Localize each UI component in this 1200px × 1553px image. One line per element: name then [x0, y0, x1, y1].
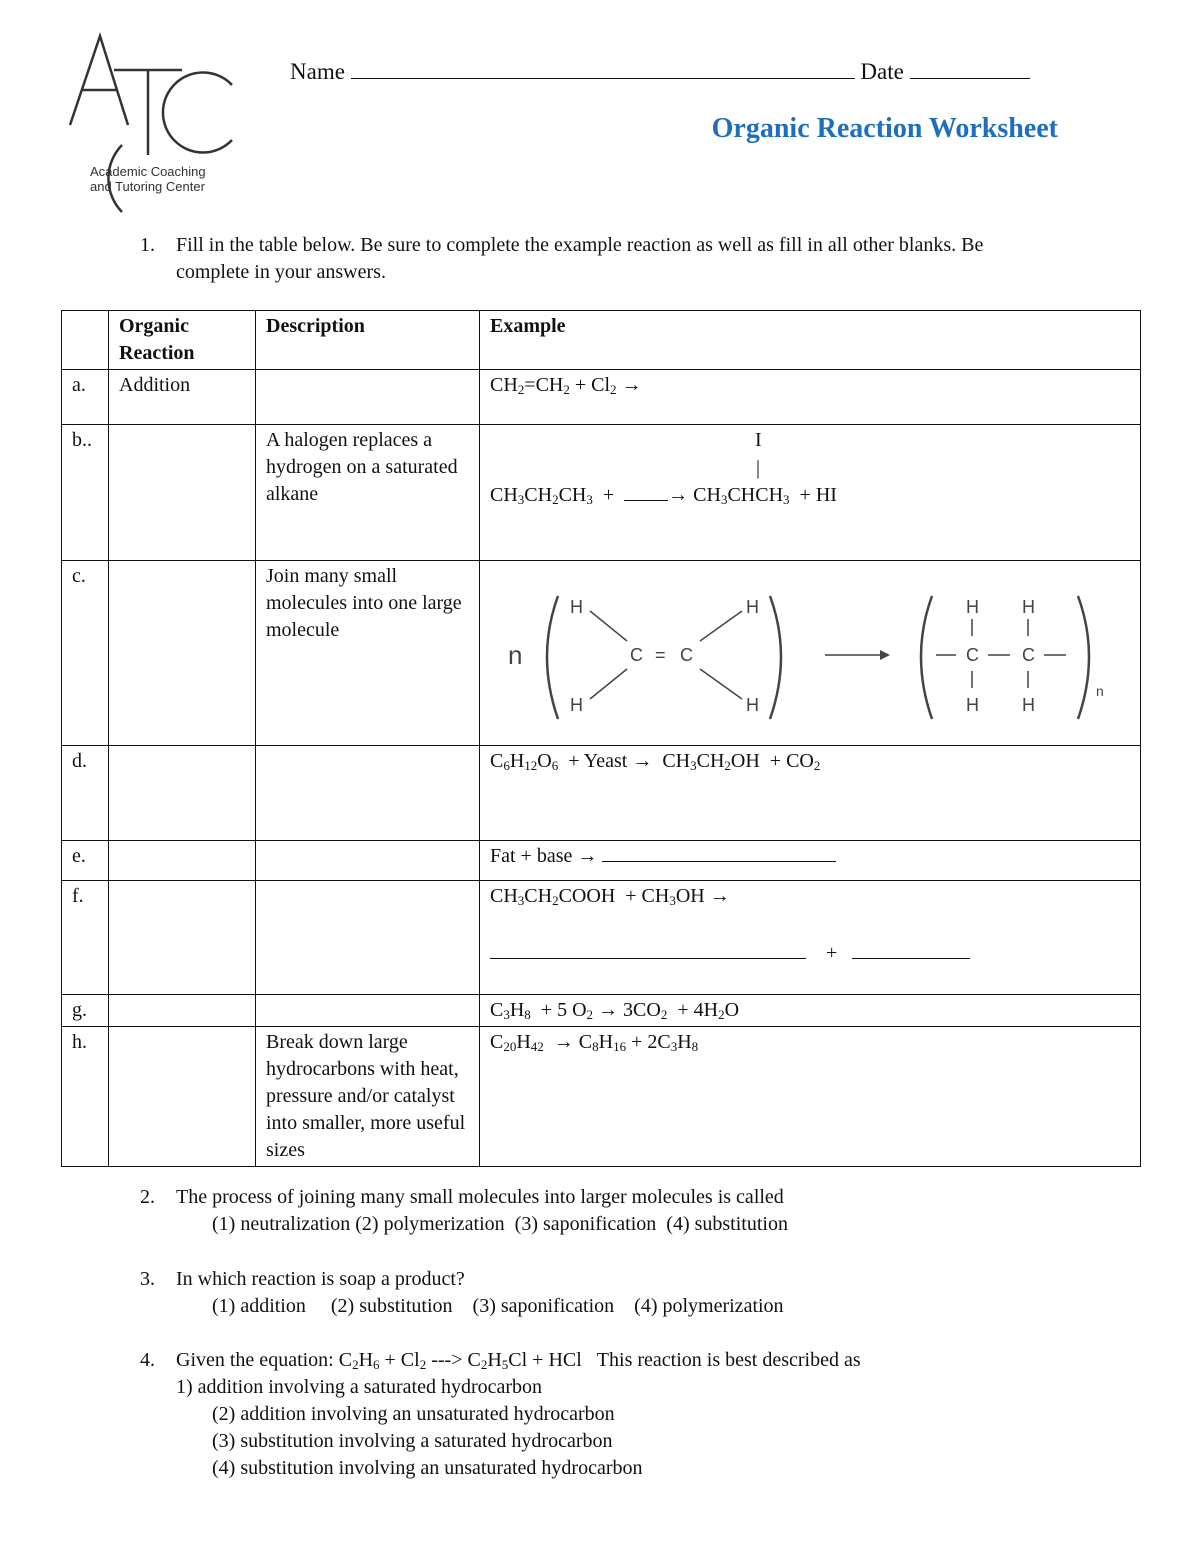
h-atom: H	[746, 695, 759, 715]
row-label: b..	[62, 425, 109, 561]
question-number: 2.	[140, 1186, 155, 1208]
row-example: $CH_2=CH_2 + Cl_2$ →	[480, 370, 1141, 425]
row-description[interactable]	[256, 995, 480, 1027]
row-reaction[interactable]	[109, 1027, 256, 1167]
product-blank[interactable]	[852, 942, 970, 959]
question-intro: This reaction is best described as	[596, 1349, 861, 1371]
header-label	[62, 311, 109, 370]
question-3	[140, 1266, 1100, 1320]
question-number: 1.	[140, 234, 155, 256]
row-reaction[interactable]	[109, 881, 256, 995]
header-description: Description	[256, 311, 480, 370]
table-row	[62, 881, 1141, 995]
h-atom: H	[746, 597, 759, 617]
c-atom: C	[1022, 645, 1035, 665]
row-reaction[interactable]	[109, 561, 256, 746]
row-label: e.	[62, 841, 109, 881]
row-reaction[interactable]	[109, 425, 256, 561]
h-atom: H	[966, 695, 979, 715]
plus-sign: +	[826, 942, 838, 964]
atc-logo	[62, 30, 242, 215]
h-atom: H	[570, 597, 583, 617]
table-row	[62, 746, 1141, 841]
esterification-equation: $CH_3CH_2COOH + CH_3OH$ →	[490, 885, 730, 908]
name-field[interactable]	[290, 58, 1030, 85]
question-text: Given the equation: $C_2H_6 + Cl_2$ ---> $C_2H_5Cl$ + HCl This reaction is best described as	[176, 1349, 861, 1372]
reaction-table	[61, 310, 1141, 1167]
row-description[interactable]	[256, 370, 480, 425]
question-text: In which reaction is soap a product?	[176, 1268, 465, 1290]
row-example	[480, 425, 1141, 561]
row-example: $C_{20}H_{42} \to C_8H_{16} + 2C_3H_8$	[480, 1027, 1141, 1167]
answer-options[interactable]: (1) addition (2) substitution (3) saponification (4) polymerization	[212, 1295, 784, 1317]
table-row	[62, 841, 1141, 881]
header-example: Example	[480, 311, 1141, 370]
row-label: a.	[62, 370, 109, 425]
question-2	[140, 1184, 1100, 1238]
date-label: Date	[860, 59, 904, 84]
row-label: f.	[62, 881, 109, 995]
row-description[interactable]	[256, 881, 480, 995]
name-line[interactable]	[351, 58, 855, 79]
row-description[interactable]	[256, 746, 480, 841]
answer-option[interactable]: (4) substitution involving an unsaturated hydrocarbon	[212, 1457, 643, 1479]
substitution-equation: $CH_3CH_2CH_3$ + → $CH_3CHCH_3$ + HI	[490, 484, 837, 507]
row-reaction[interactable]	[109, 995, 256, 1027]
table-row	[62, 995, 1141, 1027]
subscript-n: n	[1096, 683, 1104, 699]
answer-option[interactable]: (2) addition involving an unsaturated hydrocarbon	[212, 1403, 615, 1425]
logo-line2: and Tutoring Center	[90, 179, 205, 194]
row-description[interactable]: A halogen replaces a hydrogen on a saturated alkane	[256, 425, 480, 561]
coefficient-n: n	[508, 640, 523, 670]
table-header-row	[62, 311, 1141, 370]
h-atom: H	[1022, 597, 1035, 617]
h-atom: H	[570, 695, 583, 715]
row-example: $C_6H_{12}O_6$ + Yeast → $CH_3CH_2OH + CO_2$	[480, 746, 1141, 841]
header-reaction: Organic Reaction	[109, 311, 256, 370]
bond-line: |	[756, 457, 761, 479]
row-description[interactable]: Break down large hydrocarbons with heat, pressure and/or catalyst into smaller, more useful sizes	[256, 1027, 480, 1167]
row-reaction[interactable]	[109, 841, 256, 881]
row-label: d.	[62, 746, 109, 841]
row-example	[480, 561, 1141, 746]
question-number: 4.	[140, 1349, 155, 1371]
product-blank[interactable]	[602, 845, 836, 862]
iodine-label: I	[755, 429, 762, 451]
answer-option[interactable]: (3) substitution involving a saturated hydrocarbon	[212, 1430, 613, 1452]
double-bond: =	[655, 645, 666, 665]
answer-option[interactable]: 1) addition involving a saturated hydrocarbon	[176, 1376, 543, 1398]
name-label: Name	[290, 59, 345, 84]
row-reaction[interactable]	[109, 746, 256, 841]
logo-line1: Academic Coaching	[90, 164, 206, 179]
polymerization-diagram	[480, 561, 1138, 737]
h-atom: H	[1022, 695, 1035, 715]
question-1	[140, 232, 1060, 286]
row-label: g.	[62, 995, 109, 1027]
reactant-blank[interactable]	[624, 484, 668, 501]
product-blank[interactable]	[490, 942, 806, 959]
c-atom: C	[680, 645, 693, 665]
row-description[interactable]	[256, 841, 480, 881]
question-text: The process of joining many small molecules into larger molecules is called	[176, 1186, 784, 1208]
row-example	[480, 841, 1141, 881]
answer-options[interactable]: (1) neutralization (2) polymerization (3) saponification (4) substitution	[212, 1213, 788, 1235]
row-example: $C_3H_8 + 5$ $O_2 \to 3CO_2 + 4H_2O$	[480, 995, 1141, 1027]
c-atom: C	[966, 645, 979, 665]
question-4	[140, 1347, 1120, 1482]
question-text: Fill in the table below. Be sure to complete the example reaction as well as fill in all other blanks. Be complete in your answers.	[176, 234, 984, 283]
date-line[interactable]	[910, 58, 1030, 79]
table-row	[62, 370, 1141, 425]
row-example	[480, 881, 1141, 995]
question-number: 3.	[140, 1268, 155, 1290]
table-row	[62, 425, 1141, 561]
saponification-equation: Fat + base →	[490, 845, 598, 867]
table-row	[62, 561, 1141, 746]
c-atom: C	[630, 645, 643, 665]
row-reaction[interactable]: Addition	[109, 370, 256, 425]
products-line	[490, 940, 1130, 967]
row-label: c.	[62, 561, 109, 746]
row-label: h.	[62, 1027, 109, 1167]
table-row	[62, 1027, 1141, 1167]
row-description[interactable]: Join many small molecules into one large molecule	[256, 561, 480, 746]
page-title: Organic Reaction Worksheet	[711, 113, 1058, 144]
h-atom: H	[966, 597, 979, 617]
